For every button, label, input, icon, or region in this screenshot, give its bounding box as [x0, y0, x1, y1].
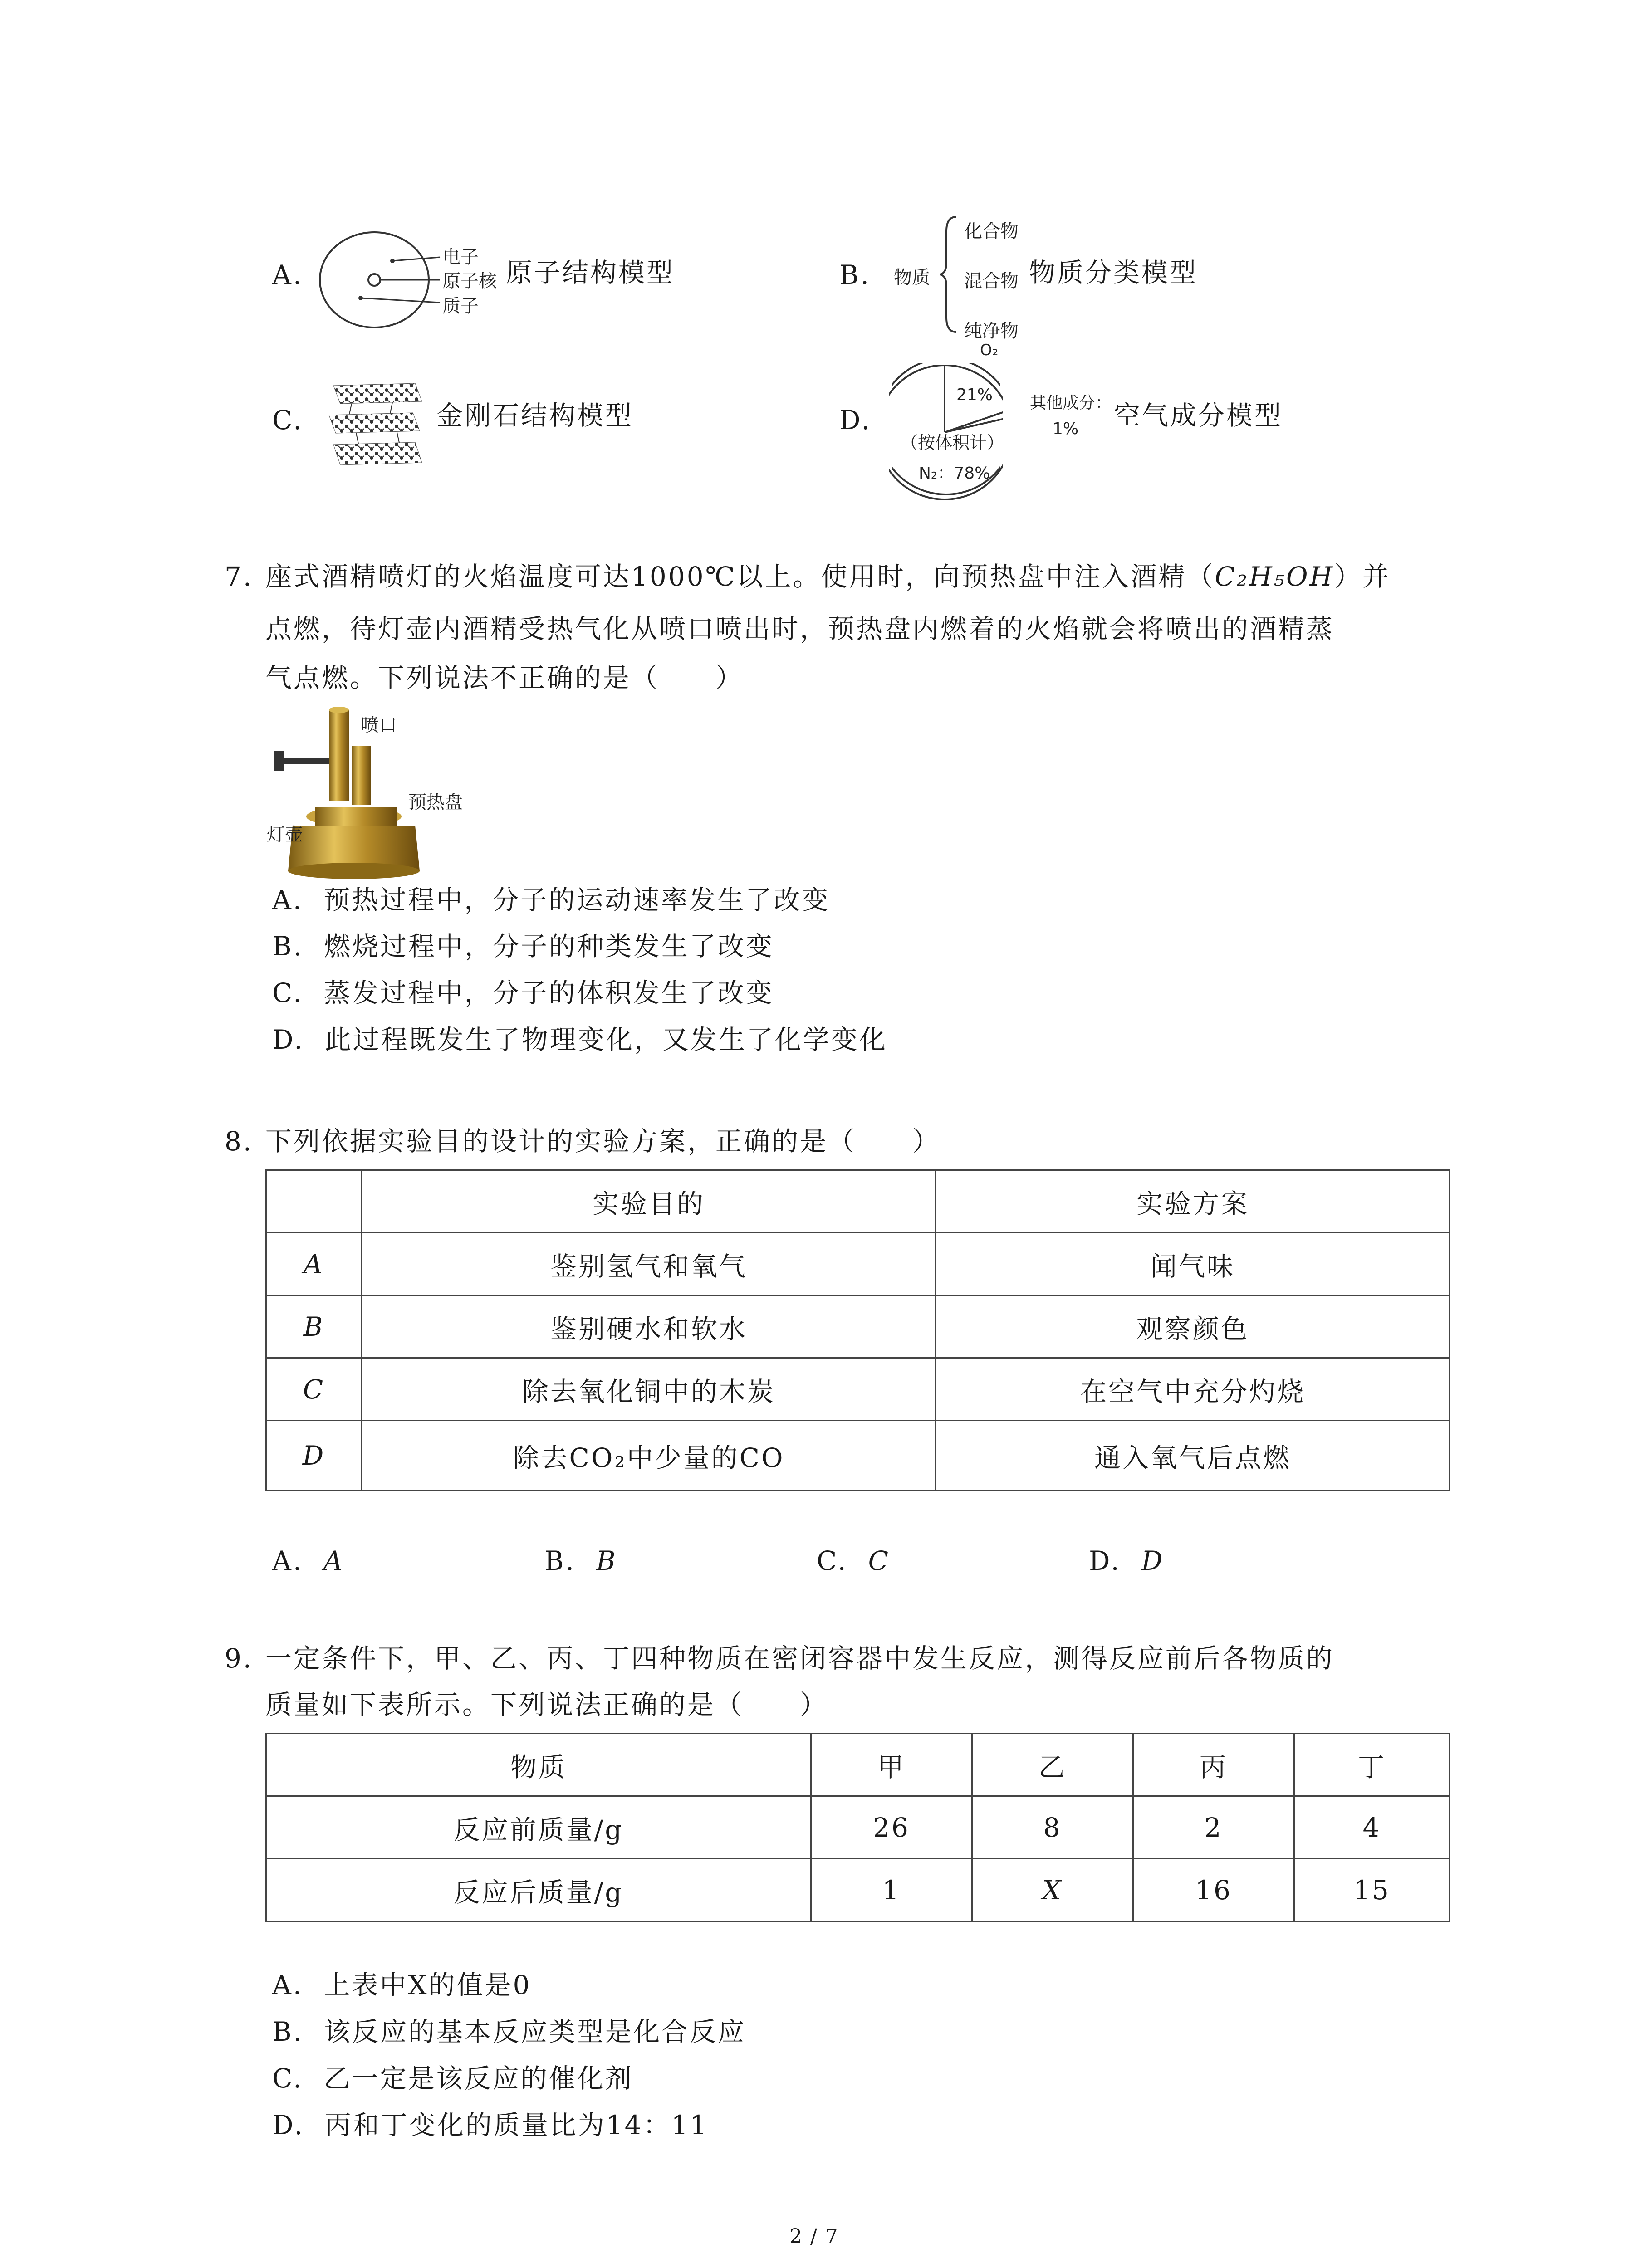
table-row: [266, 1295, 1450, 1358]
q8-option-a-letter: A.: [272, 1545, 304, 1576]
q9-option-c: [272, 2058, 633, 2100]
diamond-structure-figure: [324, 379, 429, 469]
pie-label-n2: N₂：78%: [919, 464, 990, 483]
table-cell: 观察颜色: [936, 1295, 1450, 1358]
atom-label-nucleus: 原子核: [442, 271, 497, 292]
table-header-row: [266, 1734, 1450, 1796]
table-row: [266, 1421, 1450, 1491]
table-header-cell: 丁: [1294, 1734, 1450, 1796]
q9-number: 9.: [225, 1643, 254, 1674]
table-row: [266, 1358, 1450, 1421]
table-header-cell: 物质: [266, 1734, 811, 1796]
table-cell: 在空气中充分灼烧: [936, 1358, 1450, 1421]
q8-option-c-text: C: [868, 1545, 891, 1576]
table-cell: 鉴别氢气和氧气: [362, 1233, 936, 1295]
q6-option-b-letter: B.: [839, 259, 871, 290]
table-cell: 通入氧气后点燃: [936, 1421, 1450, 1491]
q9-stem-line1: 一定条件下，甲、乙、丙、丁四种物质在密闭容器中发生反应，测得反应前后各物质的: [265, 1643, 1335, 1674]
q6-option-b-caption: 物质分类模型: [1029, 257, 1198, 288]
q6-option-a-letter: A.: [272, 259, 304, 290]
q7-option-d: [272, 1019, 887, 1061]
table-header-cell: 实验目的: [362, 1170, 936, 1233]
q7-number: 7.: [225, 561, 254, 592]
q9-option-c-letter: C.: [272, 2063, 304, 2094]
table-header-cell: 实验方案: [936, 1170, 1450, 1233]
q6-option-c-letter: C.: [272, 405, 304, 435]
q7-option-c-text: 蒸发过程中，分子的体积发生了改变: [323, 978, 774, 1008]
table-cell: A: [266, 1233, 362, 1295]
q8-stem: 下列依据实验目的设计的实验方案，正确的是（ ）: [265, 1126, 941, 1157]
q9-option-b-text: 该反应的基本反应类型是化合反应: [323, 2016, 746, 2047]
lamp-label-pot: 灯壶: [267, 824, 303, 845]
lamp-label-nozzle: 喷口: [361, 715, 397, 736]
q7-option-b-letter: B.: [272, 931, 304, 962]
table-cell: 15: [1294, 1859, 1450, 1921]
q7-stem-line1-post: ）并: [1334, 561, 1391, 592]
classification-root: 物质: [894, 267, 930, 288]
q9-table: [265, 1733, 1450, 1922]
table-header-cell: 甲: [811, 1734, 972, 1796]
table-cell: D: [266, 1421, 362, 1491]
q8-option-c-letter: C.: [817, 1545, 848, 1576]
table-row: [266, 1796, 1450, 1859]
q8-option-d-text: D: [1141, 1545, 1165, 1576]
table-cell: 1: [811, 1859, 972, 1921]
classification-branch-pure: 纯净物: [964, 321, 1019, 342]
table-cell: 反应后质量/g: [266, 1859, 811, 1921]
table-cell: 闻气味: [936, 1233, 1450, 1295]
q8-table: [265, 1169, 1450, 1491]
q7-option-d-text: 此过程既发生了物理变化，又发生了化学变化: [324, 1024, 887, 1055]
q8-option-b: [544, 1540, 617, 1582]
q9-option-a-text: 上表中X的值是0: [323, 1970, 532, 2000]
q8-number: 8.: [225, 1126, 254, 1157]
q7-option-d-letter: D.: [272, 1024, 304, 1055]
q9-option-d-letter: D.: [272, 2110, 304, 2141]
q9-option-c-text: 乙一定是该反应的催化剂: [323, 2063, 633, 2094]
q6-option-c-caption: 金刚石结构模型: [436, 400, 634, 431]
q9-option-d: [272, 2104, 708, 2146]
q7-option-c-letter: C.: [272, 978, 304, 1008]
pie-label-others-percent: 1%: [1053, 420, 1079, 438]
table-cell: 鉴别硬水和软水: [362, 1295, 936, 1358]
atom-label-proton: 质子: [442, 296, 479, 317]
q7-stem-line1-pre: 座式酒精喷灯的火焰温度可达1000℃以上。使用时，向预热盘中注入酒精（: [265, 561, 1215, 592]
page-number: 2 / 7: [789, 2225, 839, 2248]
q9-option-a: [272, 1964, 531, 2006]
q6-option-d-caption: 空气成分模型: [1114, 400, 1283, 431]
table-cell: 16: [1133, 1859, 1294, 1921]
classification-branch-compound: 化合物: [964, 221, 1019, 242]
pie-label-center: （按体积计）: [901, 433, 1004, 453]
table-row: [266, 1233, 1450, 1295]
q8-option-a-text: A: [323, 1545, 345, 1576]
q8-option-b-text: B: [596, 1545, 617, 1576]
q7-stem-line2: 点燃，待灯壶内酒精受热气化从喷口喷出时，预热盘内燃着的火焰就会将喷出的酒精蒸: [265, 613, 1335, 644]
table-cell: X: [972, 1859, 1133, 1921]
table-cell: 4: [1294, 1796, 1450, 1859]
table-row: [266, 1859, 1450, 1921]
table-cell: 26: [811, 1796, 972, 1859]
q7-option-a-letter: A.: [272, 885, 304, 915]
table-header-cell: [266, 1170, 362, 1233]
table-cell: C: [266, 1358, 362, 1421]
table-cell: B: [266, 1295, 362, 1358]
pie-label-o2: O₂: [980, 341, 999, 359]
atom-label-electron: 电子: [442, 247, 479, 268]
q9-option-b: [272, 2011, 746, 2053]
q9-stem-line2: 质量如下表所示。下列说法正确的是（ ）: [265, 1689, 828, 1720]
table-header-row: [266, 1170, 1450, 1233]
table-cell: 2: [1133, 1796, 1294, 1859]
table-cell: 除去氧化铜中的木炭: [362, 1358, 936, 1421]
table-cell: 除去CO₂中少量的CO: [362, 1421, 936, 1491]
table-cell: 8: [972, 1796, 1133, 1859]
q8-option-d-letter: D.: [1089, 1545, 1121, 1576]
pie-label-o2-percent: 21%: [956, 386, 993, 404]
q7-option-c: [272, 972, 774, 1014]
q7-formula: C₂H₅OH: [1215, 561, 1335, 592]
q9-option-b-letter: B.: [272, 2016, 304, 2047]
q7-option-b-text: 燃烧过程中，分子的种类发生了改变: [323, 931, 774, 962]
q7-stem-line1: [265, 556, 1391, 598]
pie-label-others: 其他成分：: [1030, 394, 1112, 412]
q8-option-d: [1089, 1540, 1164, 1582]
q7-option-a-text: 预热过程中，分子的运动速率发生了改变: [323, 885, 830, 915]
brace-icon: [938, 213, 961, 336]
q8-option-a: [272, 1540, 344, 1582]
q8-option-c: [817, 1540, 890, 1582]
table-header-cell: 乙: [972, 1734, 1133, 1796]
table-header-cell: 丙: [1133, 1734, 1294, 1796]
q7-option-a: [272, 879, 830, 921]
q9-option-a-letter: A.: [272, 1970, 304, 2000]
q8-option-b-letter: B.: [544, 1545, 576, 1576]
q6-option-a-caption: 原子结构模型: [506, 257, 675, 288]
lamp-label-tray: 预热盘: [408, 792, 463, 813]
q7-stem-line3: 气点燃。下列说法不正确的是（ ）: [265, 662, 744, 693]
classification-branch-mixture: 混合物: [964, 271, 1019, 292]
atom-model-figure: [318, 229, 458, 331]
q6-option-d-letter: D.: [839, 405, 872, 435]
q9-option-d-text: 丙和丁变化的质量比为14：11: [324, 2110, 709, 2141]
table-cell: 反应前质量/g: [266, 1796, 811, 1859]
q7-option-b: [272, 925, 774, 968]
